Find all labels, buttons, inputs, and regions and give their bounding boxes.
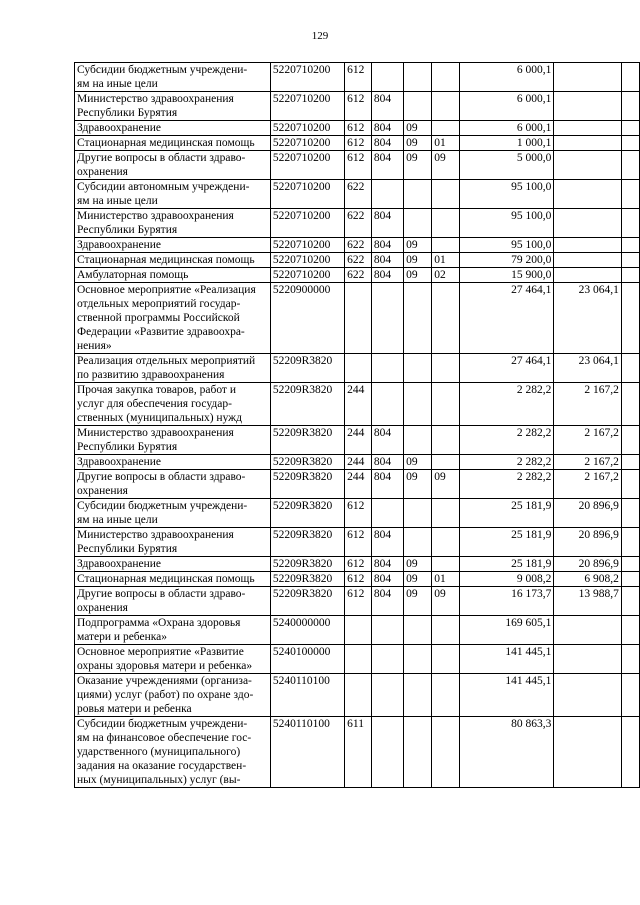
table-row	[75, 283, 640, 354]
target-article-code: 52209R3820	[270, 426, 344, 455]
target-article-code: 52209R3820	[270, 383, 344, 426]
amount-year-2: 23 064,1	[554, 283, 621, 354]
table-row	[75, 354, 640, 383]
row-name: Основное мероприятие «Реализация отдельных мероприятий государ- ственной программы Российской Федерации «Развитие здравоохра- нения»	[75, 283, 271, 354]
expense-type-code	[345, 616, 372, 645]
ministry-code	[371, 717, 403, 788]
expense-type-code: 622	[345, 253, 372, 268]
ministry-code: 804	[371, 253, 403, 268]
expense-type-code: 612	[345, 528, 372, 557]
subsection-code	[432, 455, 460, 470]
expense-type-code: 244	[345, 455, 372, 470]
section-code	[404, 499, 432, 528]
subsection-code	[432, 180, 460, 209]
row-name: Оказание учреждениями (организа- циями) услуг (работ) по охране здо- ровья матери и ребенка	[75, 674, 271, 717]
row-name: Субсидии бюджетным учреждени- ям на иные цели	[75, 63, 271, 92]
subsection-code	[432, 209, 460, 238]
amount-year-1: 79 200,0	[460, 253, 554, 268]
expense-type-code	[345, 674, 372, 717]
target-article-code: 5220710200	[270, 253, 344, 268]
subsection-code: 01	[432, 253, 460, 268]
row-name: Другие вопросы в области здраво- охранения	[75, 587, 271, 616]
amount-year-1: 169 605,1	[460, 616, 554, 645]
ministry-code	[371, 645, 403, 674]
amount-year-1: 2 282,2	[460, 455, 554, 470]
section-code	[404, 717, 432, 788]
ministry-code	[371, 383, 403, 426]
amount-year-2: 20 896,9	[554, 499, 621, 528]
target-article-code: 5220710200	[270, 209, 344, 238]
amount-year-3	[621, 470, 639, 499]
amount-year-3	[621, 180, 639, 209]
amount-year-3	[621, 587, 639, 616]
amount-year-3	[621, 616, 639, 645]
expense-type-code: 612	[345, 499, 372, 528]
amount-year-2: 2 167,2	[554, 383, 621, 426]
amount-year-1: 2 282,2	[460, 426, 554, 455]
table-row	[75, 557, 640, 572]
table-row	[75, 455, 640, 470]
amount-year-3	[621, 92, 639, 121]
amount-year-1: 25 181,9	[460, 557, 554, 572]
section-code: 09	[404, 238, 432, 253]
expense-type-code: 612	[345, 151, 372, 180]
amount-year-1: 5 000,0	[460, 151, 554, 180]
subsection-code: 09	[432, 470, 460, 499]
ministry-code: 804	[371, 470, 403, 499]
amount-year-3	[621, 717, 639, 788]
amount-year-2	[554, 209, 621, 238]
ministry-code	[371, 180, 403, 209]
ministry-code: 804	[371, 528, 403, 557]
ministry-code: 804	[371, 238, 403, 253]
section-code	[404, 645, 432, 674]
table-row	[75, 616, 640, 645]
amount-year-3	[621, 136, 639, 151]
target-article-code: 52209R3820	[270, 455, 344, 470]
amount-year-1: 80 863,3	[460, 717, 554, 788]
target-article-code: 52209R3820	[270, 470, 344, 499]
amount-year-2	[554, 253, 621, 268]
ministry-code	[371, 63, 403, 92]
target-article-code: 5240110100	[270, 717, 344, 788]
subsection-code: 01	[432, 572, 460, 587]
amount-year-3	[621, 238, 639, 253]
amount-year-2: 23 064,1	[554, 354, 621, 383]
amount-year-1: 141 445,1	[460, 674, 554, 717]
ministry-code: 804	[371, 587, 403, 616]
section-code: 09	[404, 587, 432, 616]
section-code	[404, 209, 432, 238]
section-code	[404, 426, 432, 455]
amount-year-3	[621, 253, 639, 268]
amount-year-1: 6 000,1	[460, 92, 554, 121]
subsection-code	[432, 717, 460, 788]
subsection-code: 02	[432, 268, 460, 283]
target-article-code: 5240000000	[270, 616, 344, 645]
table-row	[75, 470, 640, 499]
amount-year-2	[554, 63, 621, 92]
target-article-code: 52209R3820	[270, 354, 344, 383]
row-name: Здравоохранение	[75, 238, 271, 253]
row-name: Реализация отдельных мероприятий по развитию здравоохранения	[75, 354, 271, 383]
row-name: Здравоохранение	[75, 557, 271, 572]
expense-type-code: 244	[345, 426, 372, 455]
table-row	[75, 268, 640, 283]
target-article-code: 5220710200	[270, 268, 344, 283]
table-row	[75, 63, 640, 92]
section-code	[404, 674, 432, 717]
section-code	[404, 92, 432, 121]
amount-year-1: 27 464,1	[460, 283, 554, 354]
target-article-code: 5220710200	[270, 63, 344, 92]
amount-year-2	[554, 136, 621, 151]
ministry-code: 804	[371, 92, 403, 121]
table-row	[75, 209, 640, 238]
table-row	[75, 180, 640, 209]
amount-year-1: 27 464,1	[460, 354, 554, 383]
subsection-code: 09	[432, 587, 460, 616]
table-row	[75, 238, 640, 253]
ministry-code: 804	[371, 426, 403, 455]
expense-type-code: 612	[345, 63, 372, 92]
row-name: Министерство здравоохранения Республики Бурятия	[75, 92, 271, 121]
expense-type-code: 244	[345, 383, 372, 426]
row-name: Стационарная медицинская помощь	[75, 572, 271, 587]
subsection-code	[432, 383, 460, 426]
amount-year-1: 141 445,1	[460, 645, 554, 674]
ministry-code: 804	[371, 557, 403, 572]
section-code: 09	[404, 455, 432, 470]
table-row	[75, 426, 640, 455]
section-code: 09	[404, 572, 432, 587]
row-name: Стационарная медицинская помощь	[75, 253, 271, 268]
target-article-code: 52209R3820	[270, 557, 344, 572]
section-code: 09	[404, 557, 432, 572]
amount-year-2	[554, 717, 621, 788]
amount-year-3	[621, 283, 639, 354]
subsection-code	[432, 92, 460, 121]
row-name: Субсидии автономным учреждени- ям на иные цели	[75, 180, 271, 209]
row-name: Здравоохранение	[75, 121, 271, 136]
subsection-code	[432, 354, 460, 383]
ministry-code: 804	[371, 268, 403, 283]
row-name: Подпрограмма «Охрана здоровья матери и ребенка»	[75, 616, 271, 645]
table-row	[75, 499, 640, 528]
amount-year-1: 95 100,0	[460, 180, 554, 209]
row-name: Другие вопросы в области здраво- охранения	[75, 151, 271, 180]
row-name: Министерство здравоохранения Республики Бурятия	[75, 209, 271, 238]
amount-year-2	[554, 151, 621, 180]
subsection-code	[432, 426, 460, 455]
table-row	[75, 674, 640, 717]
amount-year-1: 9 008,2	[460, 572, 554, 587]
ministry-code: 804	[371, 572, 403, 587]
amount-year-2	[554, 121, 621, 136]
row-name: Субсидии бюджетным учреждени- ям на иные цели	[75, 499, 271, 528]
row-name: Субсидии бюджетным учреждени- ям на финансовое обеспечение гос- ударственного (муниципального) задания на оказание государствен- ных (муниципальных) услуг (вы-	[75, 717, 271, 788]
table-row	[75, 645, 640, 674]
expense-type-code: 244	[345, 470, 372, 499]
target-article-code: 5240110100	[270, 674, 344, 717]
table-row	[75, 717, 640, 788]
amount-year-2: 2 167,2	[554, 470, 621, 499]
subsection-code	[432, 283, 460, 354]
target-article-code: 5220710200	[270, 238, 344, 253]
target-article-code: 5240100000	[270, 645, 344, 674]
page-number: 129	[311, 30, 329, 42]
amount-year-3	[621, 121, 639, 136]
section-code: 09	[404, 268, 432, 283]
target-article-code: 5220710200	[270, 121, 344, 136]
ministry-code: 804	[371, 121, 403, 136]
ministry-code: 804	[371, 209, 403, 238]
ministry-code	[371, 354, 403, 383]
amount-year-3	[621, 151, 639, 180]
amount-year-2: 6 908,2	[554, 572, 621, 587]
target-article-code: 52209R3820	[270, 528, 344, 557]
row-name: Амбулаторная помощь	[75, 268, 271, 283]
section-code: 09	[404, 253, 432, 268]
amount-year-1: 16 173,7	[460, 587, 554, 616]
row-name: Здравоохранение	[75, 455, 271, 470]
table-row	[75, 121, 640, 136]
expense-type-code: 622	[345, 268, 372, 283]
section-code: 09	[404, 136, 432, 151]
amount-year-2: 2 167,2	[554, 455, 621, 470]
amount-year-2	[554, 645, 621, 674]
section-code	[404, 528, 432, 557]
expense-type-code	[345, 354, 372, 383]
table-row	[75, 572, 640, 587]
expense-type-code: 622	[345, 238, 372, 253]
target-article-code: 52209R3820	[270, 499, 344, 528]
subsection-code	[432, 645, 460, 674]
amount-year-2: 13 988,7	[554, 587, 621, 616]
subsection-code: 01	[432, 136, 460, 151]
amount-year-3	[621, 455, 639, 470]
section-code	[404, 283, 432, 354]
ministry-code: 804	[371, 455, 403, 470]
expense-type-code: 611	[345, 717, 372, 788]
amount-year-3	[621, 209, 639, 238]
amount-year-2	[554, 238, 621, 253]
row-name: Стационарная медицинская помощь	[75, 136, 271, 151]
target-article-code: 52209R3820	[270, 587, 344, 616]
amount-year-1: 25 181,9	[460, 499, 554, 528]
amount-year-2: 20 896,9	[554, 557, 621, 572]
row-name: Другие вопросы в области здраво- охранения	[75, 470, 271, 499]
subsection-code	[432, 616, 460, 645]
amount-year-1: 95 100,0	[460, 209, 554, 238]
ministry-code	[371, 616, 403, 645]
amount-year-3	[621, 354, 639, 383]
table-row	[75, 383, 640, 426]
amount-year-3	[621, 426, 639, 455]
subsection-code	[432, 674, 460, 717]
amount-year-3	[621, 383, 639, 426]
amount-year-3	[621, 557, 639, 572]
amount-year-2: 20 896,9	[554, 528, 621, 557]
amount-year-1: 6 000,1	[460, 121, 554, 136]
amount-year-2	[554, 92, 621, 121]
table-row	[75, 151, 640, 180]
expense-type-code: 612	[345, 121, 372, 136]
budget-table-body	[75, 63, 640, 788]
amount-year-3	[621, 572, 639, 587]
section-code	[404, 383, 432, 426]
target-article-code: 5220710200	[270, 136, 344, 151]
row-name: Основное мероприятие «Развитие охраны здоровья матери и ребенка»	[75, 645, 271, 674]
amount-year-3	[621, 499, 639, 528]
amount-year-1: 95 100,0	[460, 238, 554, 253]
subsection-code: 09	[432, 151, 460, 180]
ministry-code	[371, 499, 403, 528]
subsection-code	[432, 121, 460, 136]
amount-year-1: 15 900,0	[460, 268, 554, 283]
amount-year-1: 1 000,1	[460, 136, 554, 151]
table-row	[75, 92, 640, 121]
expense-type-code: 612	[345, 572, 372, 587]
section-code	[404, 354, 432, 383]
expense-type-code: 612	[345, 136, 372, 151]
target-article-code: 5220900000	[270, 283, 344, 354]
amount-year-3	[621, 674, 639, 717]
subsection-code	[432, 238, 460, 253]
subsection-code	[432, 499, 460, 528]
section-code: 09	[404, 121, 432, 136]
budget-table	[74, 62, 640, 788]
table-row	[75, 587, 640, 616]
table-row	[75, 528, 640, 557]
expense-type-code	[345, 645, 372, 674]
amount-year-1: 2 282,2	[460, 383, 554, 426]
target-article-code: 5220710200	[270, 180, 344, 209]
target-article-code: 5220710200	[270, 151, 344, 180]
section-code	[404, 63, 432, 92]
ministry-code	[371, 283, 403, 354]
amount-year-3	[621, 268, 639, 283]
expense-type-code	[345, 283, 372, 354]
row-name: Министерство здравоохранения Республики Бурятия	[75, 528, 271, 557]
amount-year-1: 6 000,1	[460, 63, 554, 92]
ministry-code: 804	[371, 151, 403, 180]
amount-year-2	[554, 616, 621, 645]
target-article-code: 52209R3820	[270, 572, 344, 587]
ministry-code: 804	[371, 136, 403, 151]
row-name: Прочая закупка товаров, работ и услуг для обеспечения государ- ственных (муниципальных) нужд	[75, 383, 271, 426]
target-article-code: 5220710200	[270, 92, 344, 121]
section-code	[404, 616, 432, 645]
amount-year-2	[554, 674, 621, 717]
expense-type-code: 622	[345, 209, 372, 238]
section-code: 09	[404, 470, 432, 499]
expense-type-code: 612	[345, 557, 372, 572]
amount-year-3	[621, 645, 639, 674]
expense-type-code: 622	[345, 180, 372, 209]
subsection-code	[432, 63, 460, 92]
subsection-code	[432, 557, 460, 572]
expense-type-code: 612	[345, 587, 372, 616]
amount-year-2: 2 167,2	[554, 426, 621, 455]
row-name: Министерство здравоохранения Республики Бурятия	[75, 426, 271, 455]
table-row	[75, 253, 640, 268]
ministry-code	[371, 674, 403, 717]
amount-year-1: 2 282,2	[460, 470, 554, 499]
amount-year-2	[554, 268, 621, 283]
subsection-code	[432, 528, 460, 557]
amount-year-1: 25 181,9	[460, 528, 554, 557]
amount-year-2	[554, 180, 621, 209]
amount-year-3	[621, 63, 639, 92]
table-row	[75, 136, 640, 151]
expense-type-code: 612	[345, 92, 372, 121]
section-code	[404, 180, 432, 209]
section-code: 09	[404, 151, 432, 180]
amount-year-3	[621, 528, 639, 557]
